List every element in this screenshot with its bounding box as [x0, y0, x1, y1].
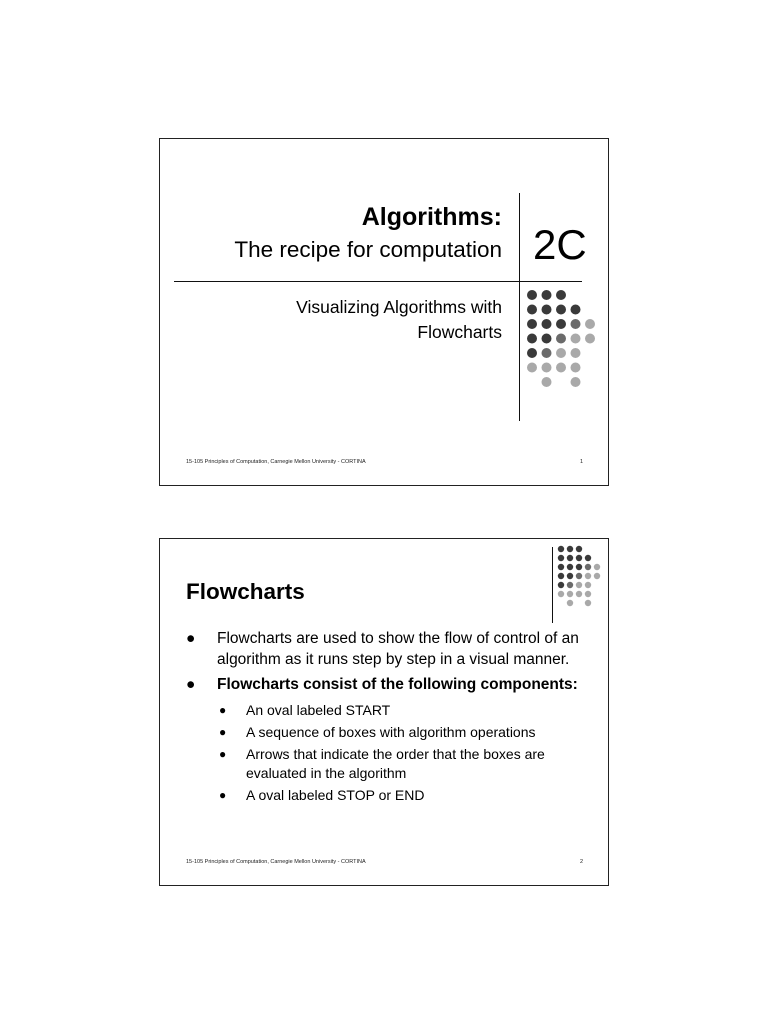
decoration-dot [567, 546, 573, 552]
decoration-dot [567, 582, 573, 588]
decoration-dot [585, 564, 591, 570]
dot-grid-decoration [524, 287, 604, 407]
slide-subtitle: The recipe for computation [234, 237, 502, 262]
decoration-dot [527, 305, 537, 315]
bullet-item [186, 629, 591, 670]
sub-bullet-list [186, 701, 591, 805]
decoration-dot [567, 591, 573, 597]
decoration-dot [527, 348, 537, 358]
decoration-dot [585, 573, 591, 579]
bullet-icon: ● [219, 787, 227, 802]
sub-bullet-item [186, 701, 591, 720]
decoration-dot [542, 305, 552, 315]
decoration-dot [527, 363, 537, 373]
decoration-dot [556, 348, 566, 358]
bullet-icon: ● [219, 702, 227, 717]
slide-description: Visualizing Algorithms with Flowcharts [296, 297, 502, 342]
decoration-dot [558, 555, 564, 561]
bullet-text: Flowcharts are used to show the flow of control of an algorithm as it runs step by step in a visual manner. [217, 630, 579, 668]
decoration-dot [585, 591, 591, 597]
sub-bullet-item [186, 786, 591, 805]
slide-footer: 15-105 Principles of Computation, Carnegie Mellon University - CORTINA [186, 459, 366, 465]
decoration-dot [567, 555, 573, 561]
decoration-dot [571, 377, 581, 387]
title-slide [159, 138, 609, 486]
vertical-divider [519, 193, 520, 421]
decoration-dot [556, 363, 566, 373]
decoration-dot [576, 582, 582, 588]
bullet-list [186, 629, 591, 808]
decoration-dot [542, 319, 552, 329]
decoration-dot [542, 348, 552, 358]
decoration-dot [571, 305, 581, 315]
decoration-dot [594, 573, 600, 579]
decoration-dot [542, 377, 552, 387]
decoration-dot [576, 564, 582, 570]
decoration-dot [585, 582, 591, 588]
decoration-dot [567, 573, 573, 579]
bullet-icon: ● [219, 746, 227, 761]
bullet-item [186, 675, 591, 696]
bullet-icon: ● [186, 630, 196, 647]
vertical-divider [552, 547, 553, 623]
decoration-dot [585, 555, 591, 561]
page-number: 1 [580, 459, 584, 465]
slide-footer: 15-105 Principles of Computation, Carnegie Mellon University - CORTINA [186, 859, 366, 865]
decoration-dot [556, 305, 566, 315]
decoration-dot [585, 319, 595, 329]
content-slide [159, 538, 609, 886]
lecture-number: 2C [533, 221, 587, 268]
decoration-dot [585, 600, 591, 606]
decoration-dot [585, 334, 595, 344]
decoration-dot [558, 564, 564, 570]
decoration-dot [556, 290, 566, 300]
sub-bullet-item [186, 745, 591, 783]
slide-title: Flowcharts [186, 579, 305, 604]
decoration-dot [558, 573, 564, 579]
sub-bullet-item [186, 723, 591, 742]
sub-bullet-text: An oval labeled START [246, 701, 391, 718]
decoration-dot [571, 319, 581, 329]
sub-bullet-text: A sequence of boxes with algorithm operations [246, 723, 536, 740]
decoration-dot [576, 591, 582, 597]
decoration-dot [567, 600, 573, 606]
decoration-dot [556, 334, 566, 344]
sub-bullet-text: A oval labeled STOP or END [246, 786, 425, 803]
decoration-dot [527, 319, 537, 329]
decoration-dot [556, 319, 566, 329]
decoration-dot [594, 564, 600, 570]
decoration-dot [558, 591, 564, 597]
slide-title: Algorithms: [361, 203, 502, 231]
decoration-dot [576, 555, 582, 561]
dot-grid-decoration [556, 543, 606, 619]
decoration-dot [576, 573, 582, 579]
decoration-dot [542, 363, 552, 373]
decoration-dot [571, 363, 581, 373]
decoration-dot [527, 290, 537, 300]
bullet-text: Flowcharts consist of the following components: [217, 676, 578, 693]
bullet-icon: ● [219, 724, 227, 739]
decoration-dot [571, 348, 581, 358]
decoration-dot [571, 334, 581, 344]
decoration-dot [567, 564, 573, 570]
decoration-dot [542, 334, 552, 344]
bullet-icon: ● [186, 676, 196, 693]
sub-bullet-text: Arrows that indicate the order that the boxes are evaluated in the algorithm [246, 745, 545, 781]
horizontal-divider [174, 281, 582, 282]
page-number: 2 [580, 859, 584, 865]
decoration-dot [558, 582, 564, 588]
decoration-dot [558, 546, 564, 552]
decoration-dot [542, 290, 552, 300]
decoration-dot [527, 334, 537, 344]
decoration-dot [576, 546, 582, 552]
